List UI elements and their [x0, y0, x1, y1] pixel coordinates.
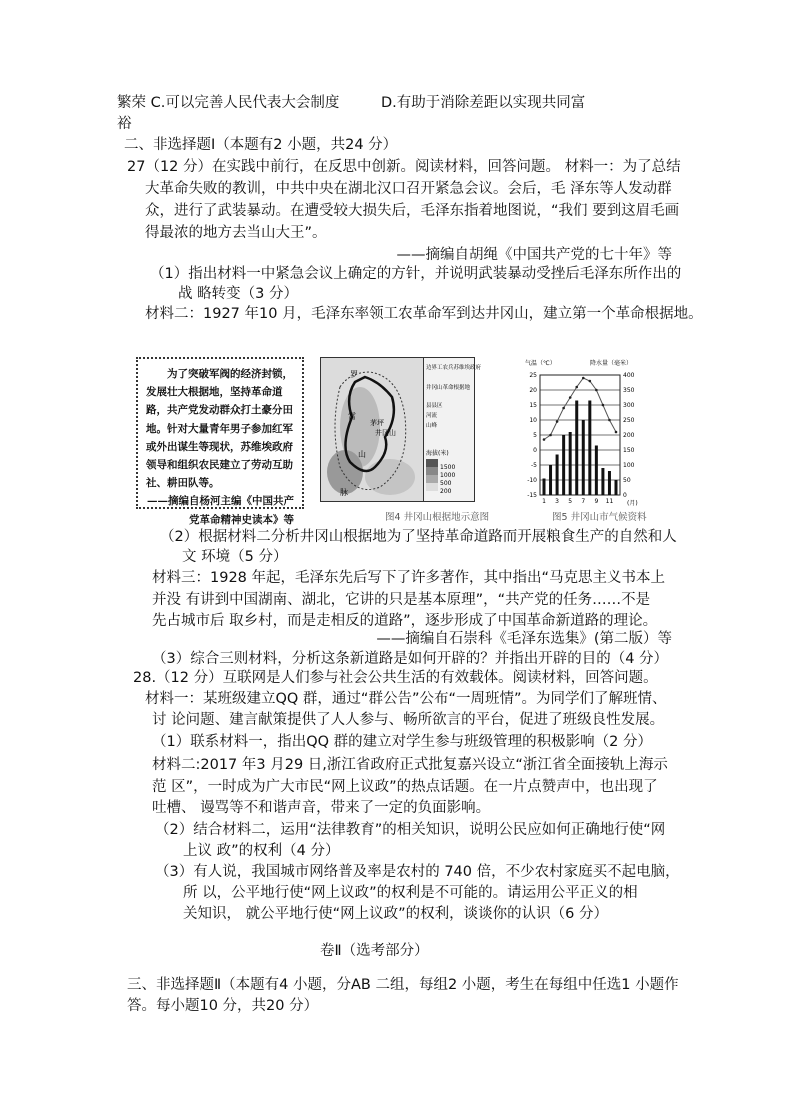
- left-tick-label: -10: [527, 477, 537, 484]
- temperature-point: [582, 377, 585, 380]
- source-citation: ——摘编自石崇科《毛泽东选集》(第二版）等: [376, 631, 672, 647]
- q28-sub3: 关知识， 就公平地行使“网上议政”的权利，谈谈你的认识（6 分）: [183, 906, 608, 922]
- legend-item: 边界工农兵苏维埃政府: [426, 365, 482, 371]
- x-tick-label: 11: [605, 498, 614, 505]
- q27-text: 得最浓的地方去当山大王”。: [145, 225, 327, 241]
- right-tick-label: 250: [623, 417, 635, 424]
- q27-sub1: （1）指出材料一中紧急会议上确定的方针，并说明武装暴动受挫后毛泽东所作出的: [150, 266, 682, 282]
- x-axis-label: (月): [627, 500, 638, 507]
- precip-bar: [588, 401, 591, 496]
- right-tick-label: 200: [623, 432, 635, 439]
- left-tick-label: 0: [533, 447, 537, 454]
- right-tick-label: 150: [623, 447, 635, 454]
- option-c: 繁荣 C.可以完善人民代表大会制度: [117, 95, 340, 111]
- q27-text: 大革命失败的教训，中共中央在湖北汉口召开紧急会议。会后，毛 泽东等人发动群: [145, 181, 672, 197]
- temperature-point: [602, 404, 605, 407]
- quote-box: [136, 357, 304, 526]
- section-2-heading: 二、非选择题Ⅰ（本题有2 小题，共24 分）: [124, 137, 398, 153]
- material-3: 并没 有讲到中国湖南、湖北，它讲的只是基本原理”，“共产党的任务……不是: [152, 592, 651, 608]
- map-label: 脉: [340, 488, 348, 497]
- q28-material-2: 吐槽、 谩骂等不和谐声音，带来了一定的负面影响。: [152, 800, 491, 816]
- right-tick-label: 100: [623, 462, 635, 469]
- q28-sub1: （1）联系材料一，指出QQ 群的建立对学生参与班级管理的积极影响（2 分）: [152, 734, 652, 750]
- section-3-heading: 答。每小题10 分，共20 分）: [127, 998, 319, 1014]
- q27-sub1: 战 略转变（3 分）: [178, 286, 298, 302]
- q28-sub3: （3）有人说，我国城市网络普及率是农村的 740 倍，不少农村家庭买不起电脑，: [155, 864, 680, 880]
- left-tick-label: 5: [533, 432, 537, 439]
- q28-sub3: 所 以，公平地行使“网上议政”的权利是不可能的。请运用公平正义的相: [183, 885, 638, 901]
- elevation-label: 200: [440, 488, 452, 495]
- right-axis-label: 降水量（毫米）: [590, 360, 633, 367]
- left-tick-label: 10: [529, 417, 537, 424]
- elevation-title: 海拔(米): [426, 450, 449, 457]
- temperature-point: [543, 438, 546, 441]
- right-tick-label: 50: [623, 477, 631, 484]
- map-label: 井冈山: [375, 429, 396, 437]
- precip-bar: [562, 435, 565, 495]
- left-tick-label: -5: [531, 462, 537, 469]
- chart-title: 图5 井冈山市气候资料: [552, 512, 647, 523]
- precip-bar: [615, 480, 618, 495]
- precip-bar: [601, 468, 604, 495]
- legend-item: 河流: [426, 413, 438, 419]
- temperature-point: [595, 389, 598, 392]
- temperature-point: [589, 380, 592, 383]
- temperature-point: [562, 407, 565, 410]
- x-tick-label: 5: [568, 498, 573, 505]
- temperature-point: [615, 431, 618, 434]
- precip-bar: [582, 420, 585, 495]
- q28-sub2: 上议 政”的权利（4 分）: [183, 843, 340, 859]
- climate-chart: [515, 357, 645, 507]
- precip-bar: [556, 455, 559, 496]
- q28-material-1: 讨 论问题、建言献策提供了人人参与、畅所欲言的平台，促进了班级良性发展。: [152, 712, 665, 728]
- material-3: 材料三：1928 年起，毛泽东先后写下了许多著作，其中指出“马克思主义书本上: [152, 570, 666, 586]
- left-tick-label: 15: [529, 402, 537, 409]
- precip-bar: [549, 465, 552, 495]
- volume-2-heading: 卷Ⅱ（选考部分）: [320, 943, 429, 959]
- right-tick-label: 350: [623, 387, 635, 394]
- map-label: 霄: [348, 412, 356, 421]
- q28-material-2: 材料二:2017 年3 月29 日,浙江省政府正式批复嘉兴设立“浙江省全面接轨上海示: [152, 757, 668, 773]
- q28-sub2: （2）结合材料二，运用“法律教育”的相关知识，说明公民应如何正确地行使“网: [155, 822, 666, 838]
- map-label: 罗: [350, 370, 358, 379]
- right-tick-label: 0: [623, 492, 627, 499]
- elevation-label: 1500: [440, 464, 456, 471]
- x-tick-label: 1: [542, 498, 546, 505]
- temperature-line: [544, 378, 616, 440]
- left-tick-label: 20: [529, 387, 537, 394]
- legend-item: 县县区: [426, 403, 443, 409]
- quote-source: ——摘编自杨河主编《中国共产党革命精神史读本》等: [147, 495, 294, 526]
- temperature-point: [569, 396, 572, 399]
- quote-text: 为了突破军阀的经济封锁，发展壮大根据地，坚持革命道路，共产党发动群众打土豪分田地。针对大量青年男子参加红军或外出谋生等现状，苏维埃政府领导和组织农民建立了劳动互助社、耕田队等。: [146, 368, 293, 490]
- elevation-label: 500: [440, 480, 452, 487]
- material-3: 先占城市后 取乡村，而是走相反的道路”，逐步形成了中国革命新道路的理论。: [152, 613, 658, 629]
- q27-sub2: （2）根据材料二分析井冈山根据地为了坚持革命道路而开展粮食生产的自然和人: [160, 529, 677, 545]
- precip-bar: [575, 401, 578, 496]
- q27-sub3: （3）综合三则材料，分析这条新道路是如何开辟的？并指出开辟的目的（4 分）: [152, 651, 669, 667]
- map-label: 山: [358, 450, 366, 459]
- option-d-cont: 裕: [117, 116, 132, 132]
- map-label: 茅坪: [370, 419, 384, 427]
- left-tick-label: 25: [529, 372, 537, 379]
- x-tick-label: 7: [581, 498, 586, 505]
- elevation-label: 1000: [440, 472, 456, 479]
- left-axis-label: 气温（℃）: [525, 360, 556, 367]
- section-3-heading: 三、非选择题Ⅱ（本题有4 小题，分AB 二组，每组2 小题，考生在每组中任选1 小题作: [127, 977, 679, 993]
- precip-bar: [569, 432, 572, 495]
- temperature-point: [575, 386, 578, 389]
- q28-material-1: 材料一：某班级建立QQ 群，通过“群公告”公布“一周班情”。为同学们了解班情、: [145, 691, 667, 707]
- legend-item: 井冈山革命根据地: [426, 385, 471, 391]
- option-d: D.有助于消除差距以实现共同富: [381, 95, 586, 111]
- left-tick-label: -15: [527, 492, 537, 499]
- map-caption: 图4 井冈山根据地示意图: [385, 512, 490, 523]
- precip-bar: [608, 471, 611, 495]
- q27-text: 众，进行了武装暴动。在遭受较大损失后，毛泽东指着地图说，“我们 要到这眉毛画: [145, 203, 680, 219]
- temperature-point: [556, 420, 559, 423]
- legend-item: 山峰: [426, 423, 438, 429]
- q27-sub2: 文 环境（5 分）: [182, 549, 288, 565]
- jinggangshan-map: [320, 357, 482, 502]
- material-2: 材料二：1927 年10 月，毛泽东率领工农革命军到达井冈山，建立第一个革命根据地。: [145, 306, 703, 322]
- precip-bar: [595, 446, 598, 496]
- temperature-point: [608, 419, 611, 422]
- source-citation: ——摘编自胡绳《中国共产党的七十年》等: [396, 247, 672, 263]
- q28-text: 28.（12 分）互联网是人们参与社会公共生活的有效载体。阅读材料，回答问题。: [133, 670, 658, 686]
- x-tick-label: 9: [594, 498, 599, 505]
- temperature-point: [549, 434, 552, 437]
- q28-material-2: 范 区”，一时成为广大市民“网上议政”的热点话题。在一片点赞声中，也出现了: [152, 779, 658, 795]
- q27-text: 27（12 分）在实践中前行，在反思中创新。阅读材料，回答问题。 材料一：为了总结: [127, 159, 681, 175]
- x-tick-label: 3: [555, 498, 560, 505]
- right-tick-label: 400: [623, 372, 635, 379]
- precip-bar: [543, 479, 546, 496]
- right-tick-label: 300: [623, 402, 635, 409]
